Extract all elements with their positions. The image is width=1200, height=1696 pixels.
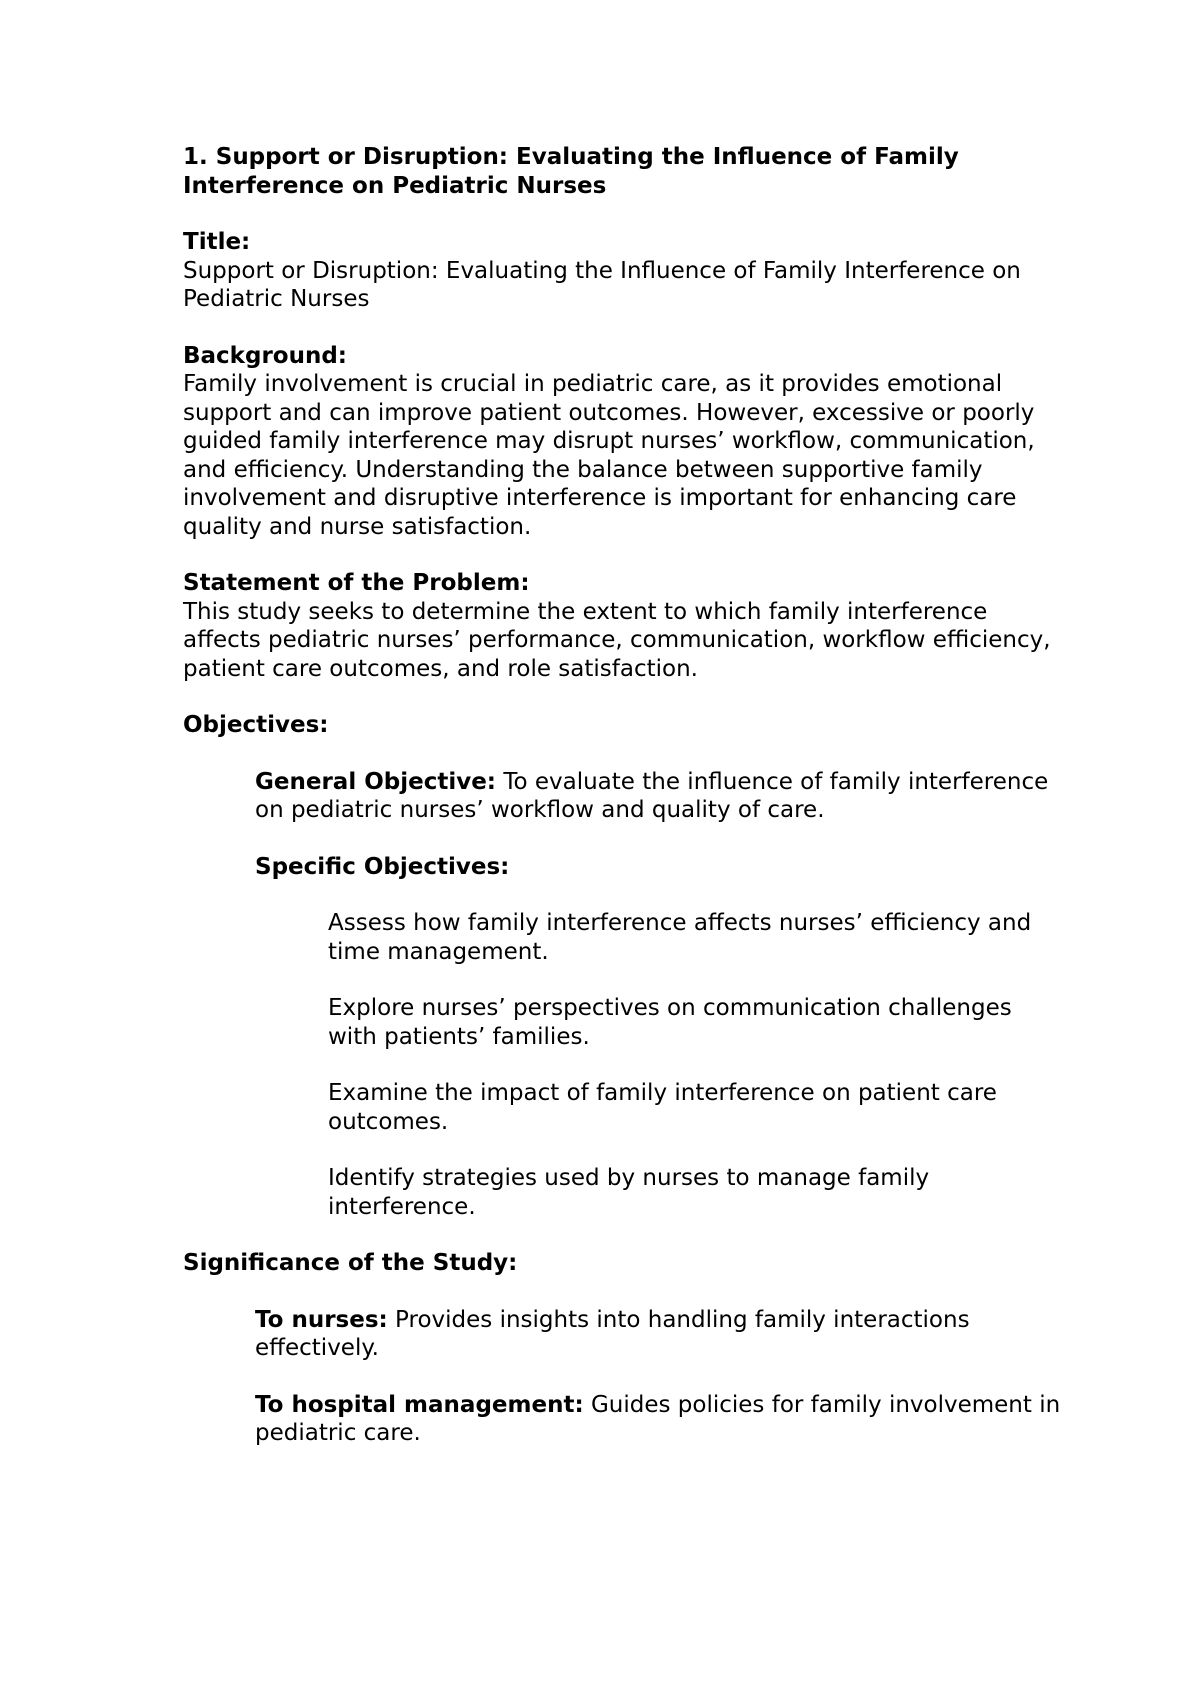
background-text: Family involvement is crucial in pediatric care, as it provides emotional support and can improve patient outcomes. However, excessive or poorly guided family interference may disrupt nurses’ workflow, communication, and efficiency. Understanding the balance between supportive family involvement and disruptive interference is important for enhancing care quality and nurse satisfaction. (183, 371, 1035, 540)
general-objective (255, 768, 1063, 825)
significance-section (183, 1249, 1063, 1448)
specific-objective-item: Identify strategies used by nurses to manage family interference. (328, 1165, 930, 1220)
document-page (183, 143, 1063, 1448)
significance-item-management (255, 1391, 1063, 1448)
significance-item-text: Provides insights into handling family interactions effectively. (255, 1306, 970, 1361)
significance-item-label: To hospital management: (255, 1391, 584, 1418)
significance-item-label: To nurses: (255, 1306, 388, 1333)
general-objective-text: To evaluate the influence of family interference on pediatric nurses’ workflow and quality of care. (255, 768, 1049, 823)
problem-text: This study seeks to determine the extent to which family interference affects pediatric nurses’ performance, communication, workflow efficiency, patient care outcomes, and role satisfaction. (183, 598, 1051, 682)
title-section (183, 228, 1063, 314)
main-heading: 1. Support or Disruption: Evaluating the Influence of Family Interference on Pediatric Nurses (183, 144, 959, 199)
objectives-label: Objectives: (183, 712, 329, 738)
title-label: Title: (183, 229, 251, 255)
general-objective-label: General Objective: (255, 768, 497, 795)
significance-item-text: Guides policies for family involvement in pediatric care. (255, 1391, 1061, 1446)
significance-item-nurses (255, 1306, 1063, 1363)
background-label: Background: (183, 342, 347, 369)
specific-objective-item: Assess how family interference affects nurses’ efficiency and time management. (328, 910, 1032, 965)
title-text: Support or Disruption: Evaluating the Influence of Family Interference on Pediatric Nurses (183, 257, 1021, 312)
objectives-section (183, 711, 1063, 1221)
specific-objective-item: Explore nurses’ perspectives on communication challenges with patients’ families. (328, 995, 1012, 1050)
problem-label: Statement of the Problem: (183, 570, 530, 596)
problem-section (183, 569, 1063, 683)
specific-objective-item: Examine the impact of family interference on patient care outcomes. (328, 1080, 997, 1135)
background-section (183, 342, 1063, 542)
significance-label: Significance of the Study: (183, 1250, 518, 1276)
specific-objectives-label: Specific Objectives: (255, 853, 510, 880)
